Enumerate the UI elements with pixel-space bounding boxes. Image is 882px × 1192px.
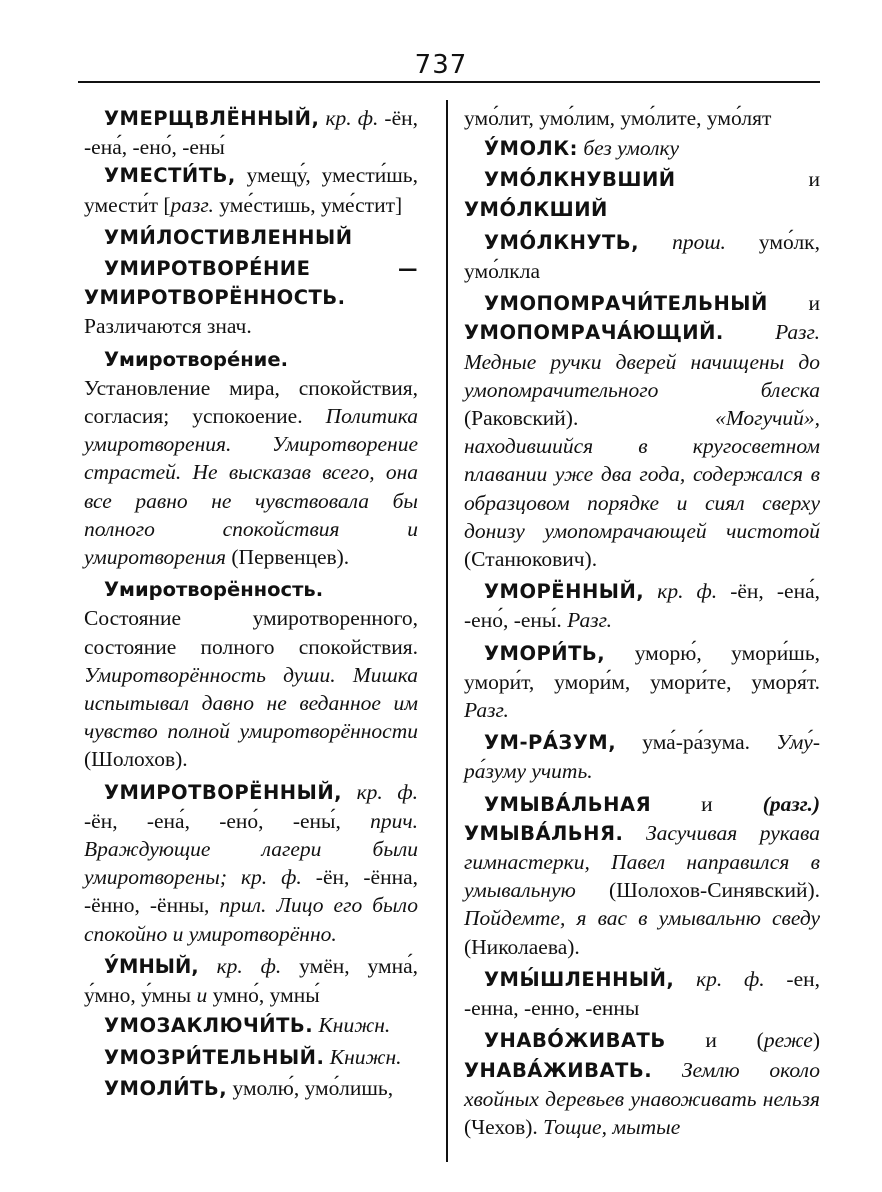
headword: УМОРИ́ТЬ, [484, 641, 606, 665]
headword: УМЫ́ШЛЕННЫЙ, [484, 967, 675, 991]
entry-text: ума́-ра́зума. [616, 730, 777, 755]
entry-text: -ён, -ена́, -ено́, -ены́ [84, 106, 418, 160]
grammar-label: кр. ф. [226, 865, 302, 890]
entry [464, 1026, 820, 1141]
grammar-label: кр. ф. [198, 953, 282, 978]
grammar-label: кр. ф. [644, 579, 718, 604]
entry [464, 728, 820, 785]
entry-text: и [675, 167, 820, 192]
entry-text: умещу́, умести́шь, умести́т [ [84, 163, 418, 217]
entry [84, 1011, 418, 1040]
example-text: Пойдемте, я вас в умывальню сведу [464, 906, 820, 931]
grammar-label: прич. [370, 808, 418, 833]
entry-text: Состояние умиротворенного, состояние полного спокойствия. [84, 606, 418, 659]
source-citation: (Шолохов-Синявский). [575, 878, 820, 903]
grammar-label: (разг.) [762, 791, 820, 816]
headword: УМО́ЛКНУВШИЙ [484, 168, 676, 192]
example-text: без умолку [577, 136, 680, 161]
entry-text: и [767, 291, 820, 316]
example-text: Лицо его было спокойно и умиротворённо. [84, 893, 419, 946]
headword: УМО́ЛКШИЙ [464, 197, 608, 221]
entry-text: умолю́, умо́лишь, [227, 1075, 394, 1100]
entry-text: -ён, -ённа, -ённо, -ённы, [84, 865, 418, 918]
entry [84, 1043, 418, 1072]
entry-text: умно́, умны́ [207, 983, 320, 1008]
entry-continuation [464, 104, 820, 132]
example-text: Тощие, мытые [543, 1114, 681, 1139]
example-text: «Могучий», находившийся в кругосветном плавании уже два года, содержался в образцовом порядке и сиял сверху донизу умопомрачающей чистотой [464, 406, 820, 543]
entry [84, 778, 418, 948]
headword: УМИРОТВОРЁННЫЙ, [104, 780, 343, 804]
entry-text: уморю́, умори́шь, умори́т, умори́м, умори́те, уморя́т. [464, 640, 820, 694]
headword: УМОПОМРАЧА́ЮЩИЙ. [464, 321, 724, 345]
entry [84, 575, 418, 773]
entry-text: Различаются знач. [84, 314, 252, 339]
entry [464, 289, 820, 573]
entry-text: -ен, -енна, -енно, -енны [464, 966, 820, 1021]
entry-text: и ( [665, 1028, 764, 1053]
entry-text: -ён, -ена́, -ено́, -ены́. [464, 579, 820, 633]
entry [464, 165, 820, 223]
entry [84, 104, 418, 161]
headword: УМОЗАКЛЮЧИ́ТЬ. [104, 1014, 314, 1038]
grammar-label: реже [763, 1028, 813, 1053]
entry [464, 134, 820, 163]
grammar-label: прил. [219, 893, 267, 918]
headword: У́МНЫЙ, [104, 954, 199, 978]
grammar-label: Разг. [723, 320, 820, 345]
source-citation: (Шолохов). [84, 747, 188, 772]
source-citation: (Николаева). [464, 934, 580, 959]
entry [464, 965, 820, 1022]
source-citation: (Первенцев). [226, 545, 350, 570]
entry-text: умо́лк, умо́лкла [464, 229, 820, 284]
headword: УМО́ЛКНУТЬ, [484, 230, 640, 254]
header-rule [78, 81, 820, 83]
grammar-label: кр. ф. [674, 966, 765, 991]
right-column [464, 104, 820, 1141]
headword: Умиротворе́ние. [104, 347, 288, 371]
source-citation: (Чехов). [464, 1114, 544, 1139]
example-text: Уму́-ра́зуму учить. [464, 730, 820, 784]
entry [84, 952, 418, 1009]
grammar-label: Разг. [567, 608, 613, 633]
headword: УМОЗРИ́ТЕЛЬНЫЙ. [104, 1045, 325, 1069]
grammar-label: Книжн. [324, 1044, 402, 1069]
entry [84, 1074, 418, 1103]
grammar-label: кр. ф. [342, 779, 418, 804]
headword: УМОЛИ́ТЬ, [104, 1076, 228, 1100]
source-citation: (Станюкович). [464, 547, 598, 572]
page-number: 737 [414, 50, 468, 80]
headword: УМЕРЩВЛЁННЫЙ, [104, 107, 320, 130]
example-text: Медные ручки дверей начищены до умопомрачительного блеска [464, 349, 820, 402]
entry [84, 161, 418, 218]
entry-text: Установление мира, спокойствия, согласия; успокоение. [84, 375, 418, 429]
entry [464, 577, 820, 634]
column-divider [446, 100, 448, 1162]
headword: Умиротворённость. [104, 578, 324, 602]
grammar-label: Книжн. [313, 1013, 391, 1038]
grammar-label: кр. ф. [325, 106, 379, 130]
headword: У́МОЛК: [484, 137, 578, 161]
entry-text: -ён, -ена́, -ено́, -ены́, [84, 808, 371, 833]
entry [464, 639, 820, 725]
entry-text: умён, умна́, у́мно, у́мны [84, 953, 418, 1008]
grammar-label: разг. [170, 192, 214, 217]
example-text: Политика умиротворения. Умиротворение страстей. Не высказав всего, она все равно не чувствовала бы полного спокойствия и умиротворения [84, 404, 418, 570]
headword: УМЫВА́ЛЬНАЯ [484, 792, 652, 816]
headword: УНАВО́ЖИВАТЬ [484, 1029, 666, 1053]
example-text: Враждующие лагери были умиротворены; [84, 837, 418, 890]
left-column [84, 104, 418, 1103]
example-text: Землю около хвойных деревьев унавоживать нельзя [464, 1057, 820, 1111]
example-text: Умиротворённость души. Мишка испытывал давно не веданное им чувство полной умиротворённости [84, 662, 418, 744]
headword: УМЕСТИ́ТЬ, [104, 164, 236, 188]
entry-text: и [651, 791, 763, 816]
entry [84, 345, 418, 572]
headword: УМОПОМРАЧИ́ТЕЛЬНЫЙ [484, 292, 768, 316]
entry [84, 223, 418, 252]
example-text: Засучивая рукава гимнастерки, Павел направился в умывальную [464, 820, 820, 903]
grammar-label: прош. [639, 229, 726, 254]
grammar-label: Разг. [464, 698, 509, 723]
entry [464, 790, 820, 961]
headword: УНАВА́ЖИВАТЬ. [464, 1058, 653, 1082]
entry-text: уме́стишь, уме́стит] [213, 192, 403, 217]
source-citation: (Раковский). [464, 406, 716, 431]
entry [464, 228, 820, 285]
entry-text: ) [812, 1028, 820, 1053]
headword: УМИ́ЛОСТИВЛЕННЫЙ [104, 225, 353, 249]
entry-text: умо́лит, умо́лим, умо́лите, умо́лят [464, 106, 772, 130]
entry [84, 254, 418, 341]
headword: УМИРОТВОРЕ́НИЕ — УМИРОТВОРЁННОСТЬ. [84, 257, 418, 310]
headword: УМОРЁННЫЙ, [484, 580, 645, 604]
headword: УМ-РА́ЗУМ, [484, 731, 617, 755]
grammar-label: и [196, 983, 208, 1008]
headword: УМЫВА́ЛЬНЯ. [464, 821, 624, 845]
